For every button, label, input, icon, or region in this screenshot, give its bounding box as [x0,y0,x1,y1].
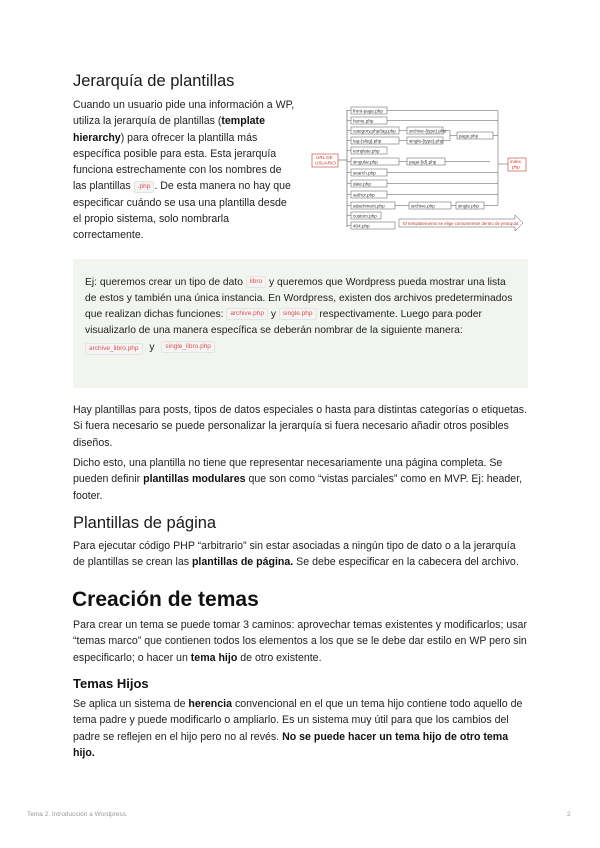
text: Se debe especificar en la cabecera del archivo. [293,556,519,569]
url-label-1: URL DE [316,155,333,160]
text: convencional en el que un tema hijo contiene todo aquello de tema padre y puede modificarlo o ampliarlo. Es un sistema muy útil para que los cambios del padre se reflejen en el hijo pero no al revés. [73,698,523,743]
text: y [146,341,158,353]
code-single: single.php [279,308,317,320]
bold-text: tema hijo [190,651,238,664]
text: y queremos que Wordpress pueda mostrar una lista de estos y también una única instancia. En Wordpress, existen dos archivos predeterminados que realizan dichas funciones: [85,277,513,320]
node-attachment: attachment.php [353,203,385,209]
section-title-plantillas-pagina: Plantillas de página [73,514,217,532]
code-single-libro: single_libro.php [161,341,215,353]
bold-text: plantillas de página. [191,556,294,569]
callout-text [85,275,515,356]
node-tag: tag-{slug}.php [353,138,382,144]
template-hierarchy-diagram [310,103,530,235]
code-php: .php [134,181,155,193]
node-date: date.php [353,181,371,187]
node-archive-type: archive-{type}.php [409,128,447,134]
node-page: page.php [459,133,479,139]
footer-title: Tema 2. Introducción a Wordpress. [27,811,128,818]
text: ) para ofrecer la plantilla más específica posible para esta. Esta jerarquía funciona estrechamente con los nombres de las plantillas [73,131,282,193]
modulares-paragraph [73,455,528,504]
text: Ej: queremos crear un tipo de dato [85,277,246,288]
text: Se aplica un sistema de [73,698,189,710]
text: de otro existente. [237,651,322,664]
code-archive-libro: archive_libro.php [85,343,143,355]
code-libro: libro [246,276,266,288]
section-title-temas-hijos: Temas Hijos [73,676,149,691]
creacion-temas-paragraph [73,617,528,666]
text: Dicho esto, una plantilla no tiene que representar necesariamente una página completa. Se pueden definir [73,457,503,486]
node-404: 404.php [353,223,370,229]
node-singular: singular.php [353,159,378,165]
text: Para crear un tema se puede tomar 3 caminos: aprovechar temas existentes y modificarlos; usar “temas marco” que contienen todos los elementos a los que se le debe dar estilo en WP pero sin especificarlo; o hacer un [73,619,527,664]
text: respectivamente. Luego para poder visualizarlo de una manera específica se deberán nombrar de la siguiente manera: [85,309,482,336]
code-archive: archive.php [226,308,268,320]
index-label-2: php [512,164,520,170]
url-label-2: USUARIO [315,160,336,166]
text: . De esta manera no hay que especificar cuándo se usa una plantilla desde el propio sistema, solo nombrarla correctamente. [73,180,291,242]
text: Para ejecutar código PHP “arbitrario” sin estar asociadas a ningún tipo de dato o a la jerarquía de plantillas se crean las [73,540,516,569]
bold-text: template hierarchy [73,115,265,144]
index-label-1: index. [510,159,523,164]
bold-text: herencia [188,698,232,710]
node-single: single-{type}.php [409,138,444,144]
node-front: front-page.php [353,108,383,114]
section-title-jerarquia: Jerarquía de plantillas [73,72,235,90]
node-templates: template.php [353,148,380,154]
node-page-id: page-{id}.php [409,159,437,165]
temas-hijos-paragraph [73,696,528,761]
text: que son como “vistas parciales” como en MVP. Ej: header, footer. [73,473,523,502]
node-search: search.php [353,170,376,176]
bold-text: No se puede hacer un tema hijo de otro tema hijo. [73,730,509,759]
node-archive: archive.php [411,203,435,209]
text: y [268,309,279,320]
text: Cuando un usuario pide una información a WP, utiliza la jerarquía de plantillas ( [73,99,295,128]
node-custom: custom.php [353,213,377,219]
jerarquia-paragraph [73,97,295,244]
diagram-note: El templatemento se elige comunmente dentro de jerarquía [403,221,519,226]
node-single-post: single.php [458,203,479,209]
plantillas-paragraph: Hay plantillas para posts, tipos de datos especiales o hasta para distintas categorías o etiquetas. Si fuera necesario se puede personalizar la jerarquía si fuera necesario añadir otros posibles diseños. [73,404,528,449]
section-title-creacion-temas: Creación de temas [72,588,259,611]
example-callout [73,259,528,388]
node-home: home.php [353,118,374,124]
plantillas-pagina-paragraph [73,538,528,571]
node-category: category.php/tag.php [353,128,396,134]
bold-text: plantillas modulares [143,473,246,486]
node-author: author.php [353,192,375,198]
page-number: 2 [567,811,571,818]
